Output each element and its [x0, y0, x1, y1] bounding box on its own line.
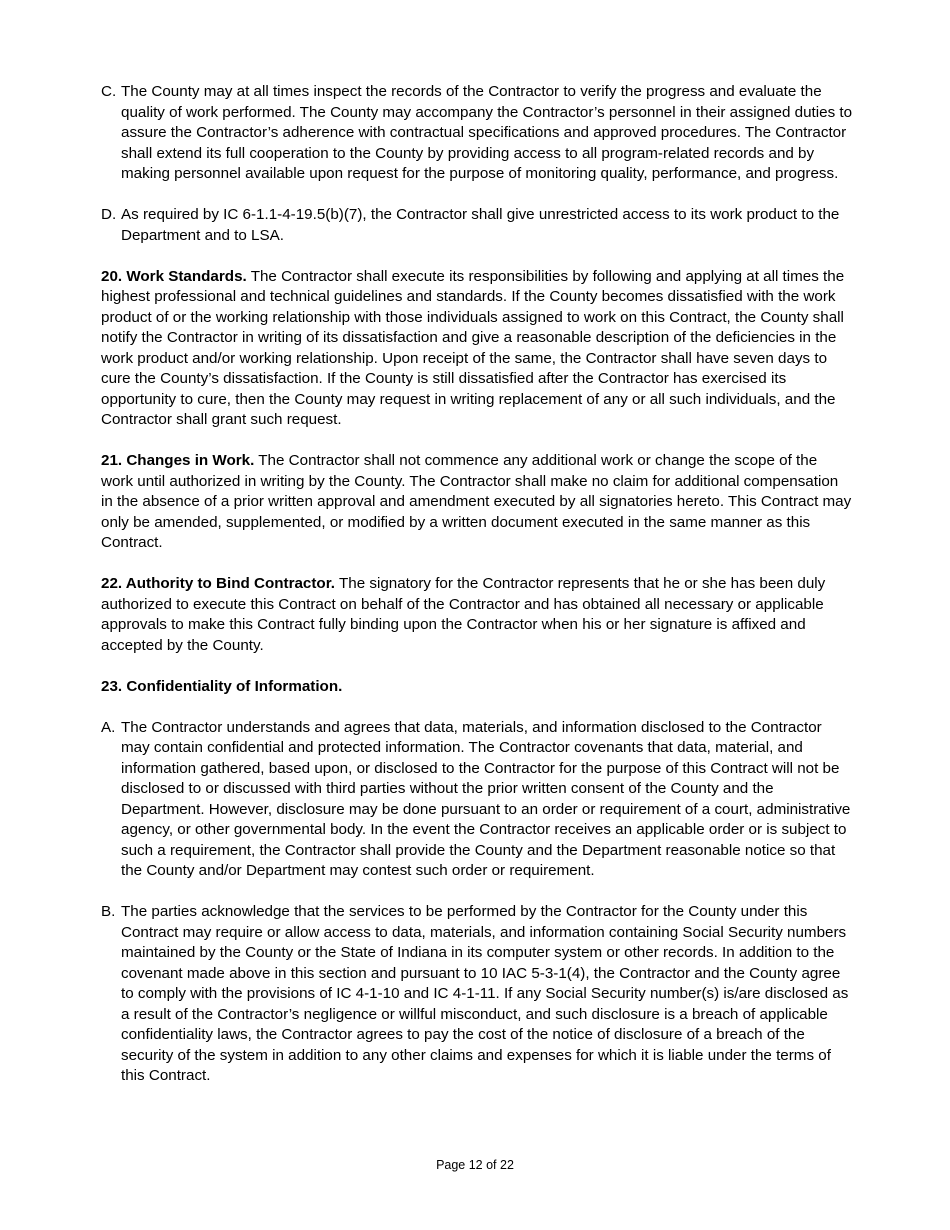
- document-page: [101, 82, 853, 1107]
- clause-23-b: [101, 902, 853, 1087]
- item-text: The County may at all times inspect the records of the Contractor to verify the progress and evaluate the quality of work performed. The County may accompany the Contractor’s personnel in their assigned duties to assure the Contractor’s adherence with contractual specifications and approved procedures. The Contractor shall extend its full cooperation to the County by providing access to all program-related records and by making personnel available upon request for the purpose of monitoring quality, performance, and progress.: [121, 83, 853, 182]
- section-text: The Contractor shall not commence any additional work or change the scope of the work until authorized in writing by the County. The Contractor shall make no claim for additional compensation in the absence of a prior written approval and amendment executed by all signatories hereto. This Contract may only be amended, supplemented, or modified by a written document executed in the same manner as this Contract.: [101, 452, 852, 551]
- section-20-work-standards: [101, 267, 853, 431]
- item-marker: C.: [101, 83, 117, 100]
- item-text: As required by IC 6-1.1-4-19.5(b)(7), the Contractor shall give unrestricted access to its work product to the Department and to LSA.: [121, 206, 840, 244]
- item-marker: D.: [101, 206, 117, 223]
- section-heading: 21. Changes in Work.: [101, 452, 255, 469]
- item-marker: B.: [101, 903, 116, 920]
- item-text: The parties acknowledge that the services to be performed by the Contractor for the County under this Contract may require or allow access to data, materials, and information containing Social Security numbers maintained by the County or the State of Indiana in its computer system or other records. In addition to the covenant made above in this section and pursuant to 10 IAC 5-3-1(4), the Contractor and the County agree to comply with the provisions of IC 4-1-10 and IC 4-1-11. If any Social Security number(s) is/are disclosed as a result of the Contractor’s negligence or willful misconduct, and such disclosure is a breach of applicable confidentiality laws, the Contractor agrees to pay the cost of the notice of disclosure of a breach of the security of the system in addition to any other claims and expenses for which it is liable under the terms of this Contract.: [121, 903, 849, 1084]
- page-number: Page 12 of 22: [436, 1158, 514, 1172]
- section-text: The Contractor shall execute its responsibilities by following and applying at all times the highest professional and technical guidelines and standards. If the County becomes dissatisfied with the work product of or the working relationship with those individuals assigned to work on this Contract, the County shall notify the Contractor in writing of its dissatisfaction and give a reasonable description of the deficiencies in the work product and/or working relationship. Upon receipt of the same, the Contractor shall have seven days to cure the County’s dissatisfaction. If the County is still dissatisfied after the Contractor has exercised its opportunity to cure, then the County may request in writing replacement of any or all such individuals, and the Contractor shall grant such request.: [101, 267, 845, 428]
- section-23-heading: 23. Confidentiality of Information.: [101, 677, 343, 695]
- item-text: The Contractor understands and agrees that data, materials, and information disclosed to the Contractor may contain confidential and protected information. The Contractor covenants that data, material, and information gathered, based upon, or disclosed to the Contractor for the purpose of this Contract will not be disclosed to or discussed with third parties without the prior written consent of the County and the Department. However, disclosure may be done pursuant to an order or requirement of a court, administrative agency, or other governmental body. In the event the Contractor receives an applicable order or is subject to such a requirement, the Contractor shall provide the County and the Department reasonable notice so that the County and/or Department may contest such order or requirement.: [121, 718, 851, 879]
- section-heading: 22. Authority to Bind Contractor.: [101, 575, 336, 592]
- clause-19-c: [101, 82, 853, 185]
- section-22-authority: [101, 574, 853, 656]
- clause-23-a: [101, 718, 853, 882]
- section-heading: 20. Work Standards.: [101, 267, 247, 285]
- section-text: The signatory for the Contractor represents that he or she has been duly authorized to execute this Contract on behalf of the Contractor and has obtained all necessary or applicable approvals to make this Contract fully binding upon the Contractor when his or her signature is affixed and accepted by the County.: [101, 575, 826, 654]
- section-21-changes-in-work: [101, 451, 853, 554]
- clause-19-d: [101, 205, 853, 246]
- item-marker: A.: [101, 718, 116, 736]
